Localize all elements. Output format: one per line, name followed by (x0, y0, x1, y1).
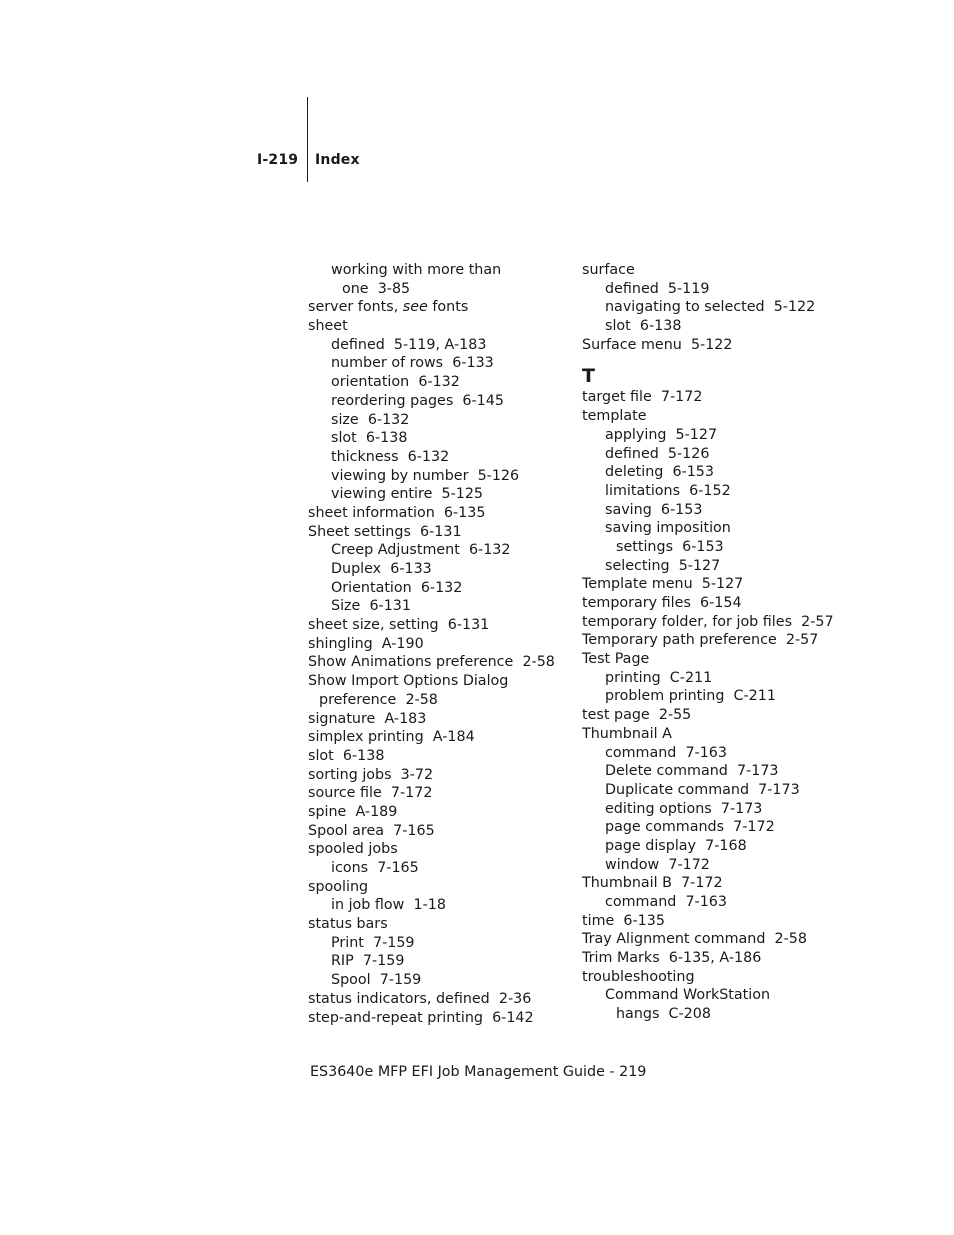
index-subentry (582, 986, 844, 1005)
index-term: temporary folder, for job files (582, 613, 793, 630)
index-entry (308, 990, 570, 1009)
index-term: Delete command (605, 763, 728, 780)
index-term: window (605, 856, 660, 873)
page-reference: 6-132 (418, 374, 460, 391)
index-subentry (308, 896, 570, 915)
index-term: spooling (308, 878, 369, 895)
page-reference: 2-58 (774, 931, 807, 948)
index-subentry (582, 687, 844, 706)
index-subentry (582, 669, 844, 688)
page-reference: 5-127 (675, 426, 718, 443)
index-entry (308, 672, 570, 691)
index-term: signature (308, 710, 376, 727)
page-reference: A-183 (384, 710, 427, 727)
page-reference: 3-72 (400, 766, 434, 783)
index-entry (308, 878, 570, 897)
index-entry (582, 407, 844, 426)
page-reference: 7-159 (372, 934, 415, 951)
index-entry (308, 616, 570, 635)
page-reference: 5-122 (690, 336, 733, 353)
index-subentry (308, 429, 570, 448)
index-subentry (308, 392, 570, 411)
index-entry (308, 653, 570, 672)
index-entry (308, 915, 570, 934)
index-subentry (308, 261, 570, 280)
page-reference: 6-154 (700, 595, 742, 611)
index-term: saving imposition (605, 520, 731, 537)
see-target: fonts (432, 299, 469, 316)
page-reference: 6-153 (660, 501, 703, 518)
index-term: shingling (308, 635, 373, 652)
index-term: slot (331, 430, 357, 447)
index-term: selecting (605, 557, 670, 574)
index-term: Command WorkStation (605, 987, 771, 1004)
index-subentry (308, 859, 570, 878)
index-entry (582, 613, 844, 632)
index-subentry (582, 298, 844, 317)
page-reference: 7-163 (685, 894, 727, 910)
index-entry (308, 710, 570, 729)
index-entry (308, 1009, 570, 1028)
index-term: printing (605, 669, 661, 686)
see-reference: see (402, 299, 428, 316)
page-reference: 5-122 (773, 299, 816, 316)
index-term: Orientation (331, 579, 412, 596)
index-term: number of rows (331, 355, 444, 372)
page-reference: 6-132 (367, 411, 410, 428)
index-subentry (308, 597, 570, 616)
index-term: spooled jobs (308, 841, 398, 858)
page-reference: 7-159 (379, 972, 422, 989)
page-reference: 7-173 (758, 781, 800, 798)
index-term: Size (331, 598, 361, 615)
page-reference: 6-133 (452, 355, 494, 372)
index-term: Tray Alignment command (582, 931, 766, 948)
index-term: Duplicate command (605, 781, 750, 798)
page-reference: 5-119, A-183 (393, 336, 487, 353)
page-reference: 7-163 (685, 744, 727, 761)
index-term: limitations (605, 482, 681, 499)
index-subentry (308, 411, 570, 430)
page-reference: 5-125 (441, 486, 484, 503)
index-term: orientation (331, 374, 410, 391)
index-term: temporary files (582, 595, 691, 611)
index-entry (582, 631, 844, 650)
index-term: size (331, 411, 359, 428)
index-entry (308, 298, 570, 317)
page-reference: 6-138 (639, 318, 682, 335)
index-entry (582, 725, 844, 744)
index-term: defined (331, 336, 385, 353)
index-entry (582, 261, 844, 280)
index-subentry (308, 560, 570, 579)
page-reference: 2-55 (658, 707, 692, 724)
index-term: problem printing (605, 688, 725, 705)
index-subentry (582, 893, 844, 912)
index-term: viewing entire (331, 486, 433, 503)
index-term: in job flow (331, 897, 405, 914)
index-subentry (308, 934, 570, 953)
index-term: Spool area (308, 822, 385, 839)
index-term: hangs (616, 1006, 660, 1023)
index-term: time (582, 912, 615, 929)
page-reference: 2-57 (801, 613, 834, 630)
page-reference: A-190 (381, 635, 424, 652)
index-term: template (582, 408, 647, 425)
page-reference: 6-142 (492, 1009, 534, 1026)
index-entry (582, 650, 844, 669)
page-footer: ES3640e MFP EFI Job Management Guide - 219 (310, 1064, 647, 1080)
page-reference: 7-172 (660, 389, 703, 406)
index-entry (308, 803, 570, 822)
index-subentry (308, 354, 570, 373)
page-reference: C-211 (733, 688, 776, 705)
index-entry (582, 968, 844, 987)
index-term: status indicators, defined (308, 990, 490, 1007)
index-subentry (308, 448, 570, 467)
index-entry (308, 822, 570, 841)
index-term: command (605, 744, 677, 761)
index-subentry (582, 519, 844, 538)
index-term: RIP (331, 953, 354, 970)
index-term: Surface menu (582, 336, 682, 353)
index-term: defined (605, 280, 659, 297)
index-term: Test Page (582, 651, 650, 668)
index-entry (308, 747, 570, 766)
index-term: Duplex (331, 561, 382, 577)
index-subentry (582, 445, 844, 464)
index-term: sorting jobs (308, 766, 392, 783)
page-reference: 7-172 (668, 856, 710, 873)
page-reference: 6-153 (672, 464, 714, 481)
index-term: sheet size, setting (308, 617, 439, 634)
page-reference: 2-57 (785, 632, 819, 649)
index-term: icons (331, 860, 369, 876)
index-subentry (582, 856, 844, 875)
index-column-right (582, 261, 844, 1024)
page-reference: 5-126 (667, 445, 710, 462)
index-subentry (582, 800, 844, 819)
page-reference: 6-132 (468, 542, 511, 559)
page-reference: 5-127 (678, 557, 721, 574)
page-reference: 6-131 (369, 598, 411, 615)
index-term: surface (582, 262, 635, 278)
index-term: deleting (605, 464, 664, 481)
page-reference: 6-132 (407, 448, 450, 465)
page-reference: 5-127 (701, 576, 744, 593)
index-term: Creep Adjustment (331, 542, 460, 559)
index-term: Sheet settings (308, 523, 411, 540)
page-reference: 6-132 (420, 579, 463, 596)
index-term: editing options (605, 800, 712, 817)
index-entry (582, 706, 844, 725)
index-entry (308, 317, 570, 336)
page-reference: 7-165 (393, 822, 435, 839)
index-subentry (582, 280, 844, 299)
index-term: server fonts, (308, 299, 399, 316)
page-reference: 6-133 (390, 561, 432, 577)
index-term: troubleshooting (582, 968, 695, 985)
index-entry (308, 728, 570, 747)
index-subentry (308, 336, 570, 355)
page-reference: 7-172 (733, 819, 775, 836)
page-reference: 2-58 (522, 654, 555, 671)
index-term: source file (308, 785, 382, 802)
index-term: spine (308, 803, 347, 820)
index-term: viewing by number (331, 467, 469, 484)
index-term: preference (319, 691, 397, 708)
index-entry (308, 691, 570, 710)
index-subentry (308, 280, 570, 299)
page-reference: 6-135, A-186 (668, 950, 762, 967)
index-term: defined (605, 445, 659, 462)
index-subentry (308, 485, 570, 504)
page-reference: 7-159 (362, 953, 405, 970)
page-number: I-219 (257, 152, 299, 168)
index-entry (582, 388, 844, 407)
page-reference: 6-131 (447, 617, 490, 634)
page-reference: 6-135 (623, 912, 665, 929)
page-reference: 1-18 (413, 897, 446, 914)
index-term: Show Animations preference (308, 654, 514, 671)
section-title: Index (315, 152, 360, 168)
index-term: applying (605, 426, 667, 443)
index-term: test page (582, 707, 650, 724)
index-entry (582, 912, 844, 931)
index-subentry (308, 579, 570, 598)
index-term: slot (605, 318, 631, 335)
index-term: Trim Marks (582, 950, 660, 967)
index-subentry (582, 781, 844, 800)
index-term: status bars (308, 916, 388, 933)
page-reference: 7-172 (681, 875, 723, 892)
index-entry (308, 523, 570, 542)
page-reference: 5-119 (667, 280, 710, 297)
index-term: settings (616, 538, 674, 555)
index-entry (582, 874, 844, 893)
index-subentry (582, 426, 844, 445)
index-subentry (582, 482, 844, 501)
index-subentry (582, 744, 844, 763)
index-subentry (582, 818, 844, 837)
index-term: sheet (308, 318, 348, 335)
index-term: Spool (331, 972, 371, 989)
index-term: step-and-repeat printing (308, 1009, 483, 1026)
page-reference: 2-36 (498, 990, 532, 1007)
index-letter-heading: T (582, 365, 595, 388)
index-subentry (582, 463, 844, 482)
page-reference: A-189 (355, 803, 398, 820)
page-reference: 2-58 (405, 691, 438, 708)
index-term: reordering pages (331, 392, 454, 409)
index-entry (308, 840, 570, 859)
index-subentry (582, 762, 844, 781)
index-entry (582, 575, 844, 594)
page-reference: 7-168 (705, 837, 747, 854)
page-reference: 6-135 (443, 504, 486, 521)
index-subentry (308, 952, 570, 971)
index-subentry (582, 557, 844, 576)
index-entry (308, 784, 570, 803)
index-subentry (308, 467, 570, 486)
page-reference: 7-172 (390, 785, 433, 802)
page-reference: 6-138 (365, 430, 408, 447)
index-entry (582, 930, 844, 949)
index-term: thickness (331, 448, 399, 465)
page-reference: C-211 (669, 669, 713, 686)
index-term: sheet information (308, 504, 435, 521)
page-reference: A-184 (432, 729, 475, 746)
index-term: Thumbnail B (582, 875, 672, 892)
index-term: target file (582, 389, 652, 406)
page-reference: 3-85 (377, 280, 411, 297)
index-term: Print (331, 934, 364, 951)
index-subentry (582, 1005, 844, 1024)
index-term: slot (308, 747, 334, 764)
page-reference: 6-153 (682, 538, 724, 555)
index-subentry (308, 541, 570, 560)
index-term: saving (605, 501, 652, 518)
index-term: navigating to selected (605, 299, 765, 316)
page-reference: 6-138 (342, 747, 385, 764)
header-divider (307, 97, 308, 182)
index-entry (582, 594, 844, 613)
page-reference: C-208 (668, 1006, 711, 1023)
page-reference: 5-126 (477, 467, 520, 484)
index-subentry (582, 538, 844, 557)
index-subentry (582, 317, 844, 336)
page-reference: 6-145 (462, 392, 504, 409)
index-term: command (605, 894, 677, 910)
index-column-left (308, 261, 570, 1027)
index-subentry (308, 971, 570, 990)
index-subentry (582, 501, 844, 520)
index-entry (308, 504, 570, 523)
page-reference: 7-173 (720, 800, 763, 817)
index-term: Template menu (582, 576, 693, 593)
index-term: one (342, 280, 369, 297)
index-term: Temporary path preference (582, 632, 777, 649)
index-subentry (308, 373, 570, 392)
index-term: page commands (605, 819, 725, 836)
index-term: Show Import Options Dialog (308, 673, 509, 690)
index-entry (308, 766, 570, 785)
page-reference: 6-131 (420, 523, 462, 540)
page-reference: 7-165 (377, 860, 419, 876)
index-term: Thumbnail A (582, 725, 672, 742)
page-reference: 6-152 (689, 482, 731, 499)
index-term: working with more than (331, 262, 502, 278)
index-entry (308, 635, 570, 654)
index-term: simplex printing (308, 729, 424, 746)
index-entry (582, 336, 844, 355)
index-term: page display (605, 837, 697, 854)
index-entry (582, 949, 844, 968)
index-subentry (582, 837, 844, 856)
page-reference: 7-173 (736, 763, 779, 780)
